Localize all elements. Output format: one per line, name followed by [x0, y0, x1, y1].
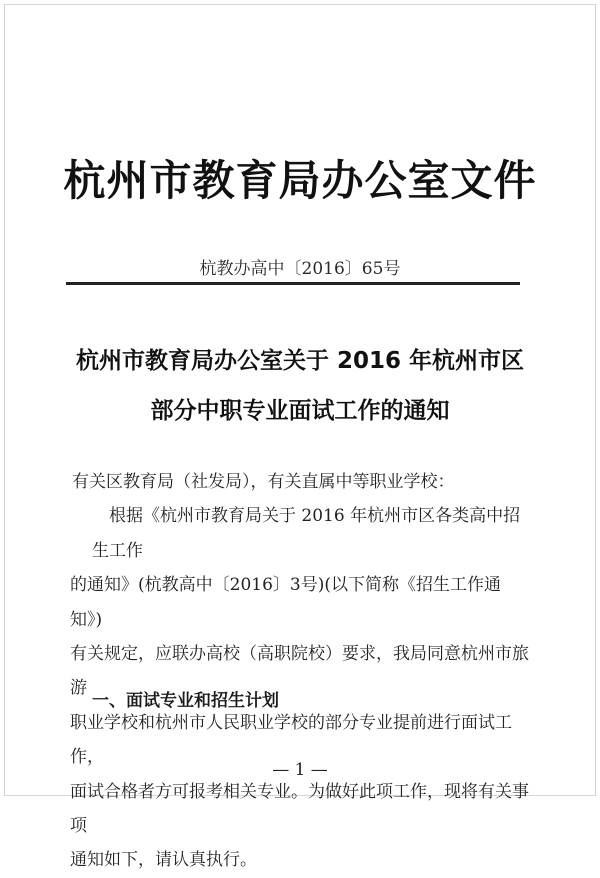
body-line-1: 根据《杭州市教育局关于 2016 年杭州市区各类高中招生工作 — [92, 506, 521, 561]
body-line-5: 面试合格者方可报考相关专业。为做好此项工作，现将有关事项 — [70, 781, 529, 837]
section-heading: 一、面试专业和招生计划 — [92, 691, 279, 711]
body-line-4: 职业学校和杭州市人民职业学校的部分专业提前进行面试工作， — [70, 712, 512, 768]
document-header: 杭州市教育局办公室文件 — [63, 156, 537, 205]
body-line-2: 的通知》(杭教高中〔2016〕3号)(以下简称《招生工作通知》) — [70, 575, 501, 630]
header-divider — [66, 282, 520, 285]
body-line-6: 通知如下，请认真执行。 — [70, 850, 257, 871]
page-number: — 1 — — [272, 760, 328, 780]
document-number: 杭教办高中〔2016〕65号 — [199, 259, 401, 279]
salutation: 有关区教育局（社发局），有关直属中等职业学校： — [72, 472, 455, 492]
body-line-3: 有关规定，应联办高校（高职院校）要求，我局同意杭州市旅游 — [70, 644, 529, 699]
document-body — [70, 465, 532, 878]
document-title-line-1: 杭州市教育局办公室关于 2016 年杭州市区 — [75, 348, 525, 374]
document-title-line-2: 部分中职专业面试工作的通知 — [150, 398, 450, 424]
